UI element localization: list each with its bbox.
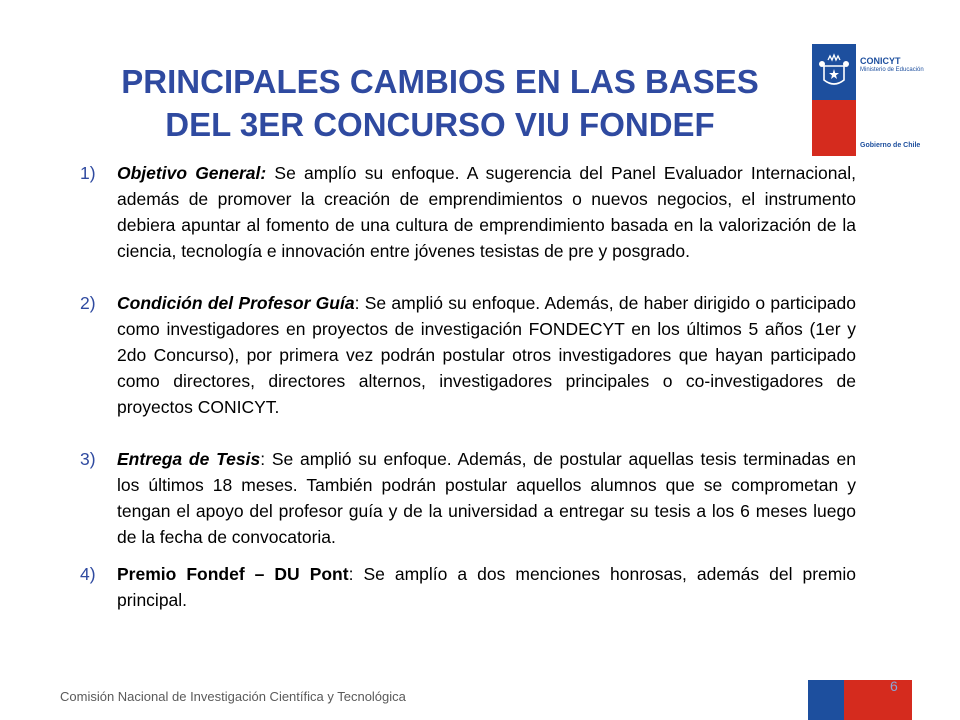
list-item — [80, 160, 856, 264]
item-number: 4) — [80, 564, 96, 584]
item-number: 2) — [80, 293, 96, 313]
footer-flag-blue — [808, 680, 844, 720]
item-term: Objetivo General: — [117, 163, 267, 183]
item-text — [117, 446, 856, 550]
page-number: 6 — [890, 678, 898, 694]
item-term: Entrega de Tesis — [117, 449, 261, 469]
item-text — [117, 561, 856, 613]
chile-coat-of-arms-icon — [816, 52, 852, 96]
list-item — [80, 561, 856, 613]
item-term: Premio Fondef – DU Pont — [117, 564, 349, 584]
item-description: : Se amplió su enfoque. Además, de postular aquellas tesis terminadas en los últimos 18 meses. También podrán postular aquellos alumnos que se comprometan y tengan el apoyo del profesor guía y de la universidad a entregar su tesis a los 6 meses luego de la fecha de convocatoria. — [117, 449, 856, 547]
slide-title — [60, 60, 820, 146]
changes-list — [80, 160, 856, 639]
item-term: Condición del Profesor Guía — [117, 293, 355, 313]
list-item — [80, 446, 856, 550]
footer-flag-red — [844, 680, 912, 720]
logo-name: CONICYT — [860, 56, 901, 66]
logo-ministry: Ministerio de Educación — [860, 67, 924, 73]
conicyt-logo — [812, 44, 948, 156]
item-description: Se amplío su enfoque. A sugerencia del Panel Evaluador Internacional, además de promover la creación de emprendimientos o nuevos negocios, el instrumento debiera apuntar al fomento de una cultura de emprendimiento basada en la valorización de la ciencia, tecnología e innovación entre jóvenes tesistas de pre y posgrado. — [117, 163, 856, 261]
item-text — [117, 160, 856, 264]
slide-title-line-2: DEL 3ER CONCURSO VIU FONDEF — [165, 106, 715, 143]
item-description: : Se amplío a dos menciones honrosas, además del premio principal. — [117, 564, 856, 610]
logo-red-block — [812, 100, 856, 156]
item-text — [117, 290, 856, 420]
item-description: : Se amplió su enfoque. Además, de haber dirigido o participado como investigadores en proyectos de investigación FONDECYT en los últimos 5 años (1er y 2do Concurso), por primera vez podrán postular otros investigadores que hayan participado como directores, directores alternos, investigadores principales o co-investigadores de proyectos CONICYT. — [117, 293, 856, 417]
logo-government: Gobierno de Chile — [860, 142, 921, 149]
slide-title-line-1: PRINCIPALES CAMBIOS EN LAS BASES — [121, 63, 759, 100]
footer-text: Comisión Nacional de Investigación Científica y Tecnológica — [60, 689, 406, 704]
item-number: 3) — [80, 449, 96, 469]
item-number: 1) — [80, 163, 96, 183]
list-item — [80, 290, 856, 420]
